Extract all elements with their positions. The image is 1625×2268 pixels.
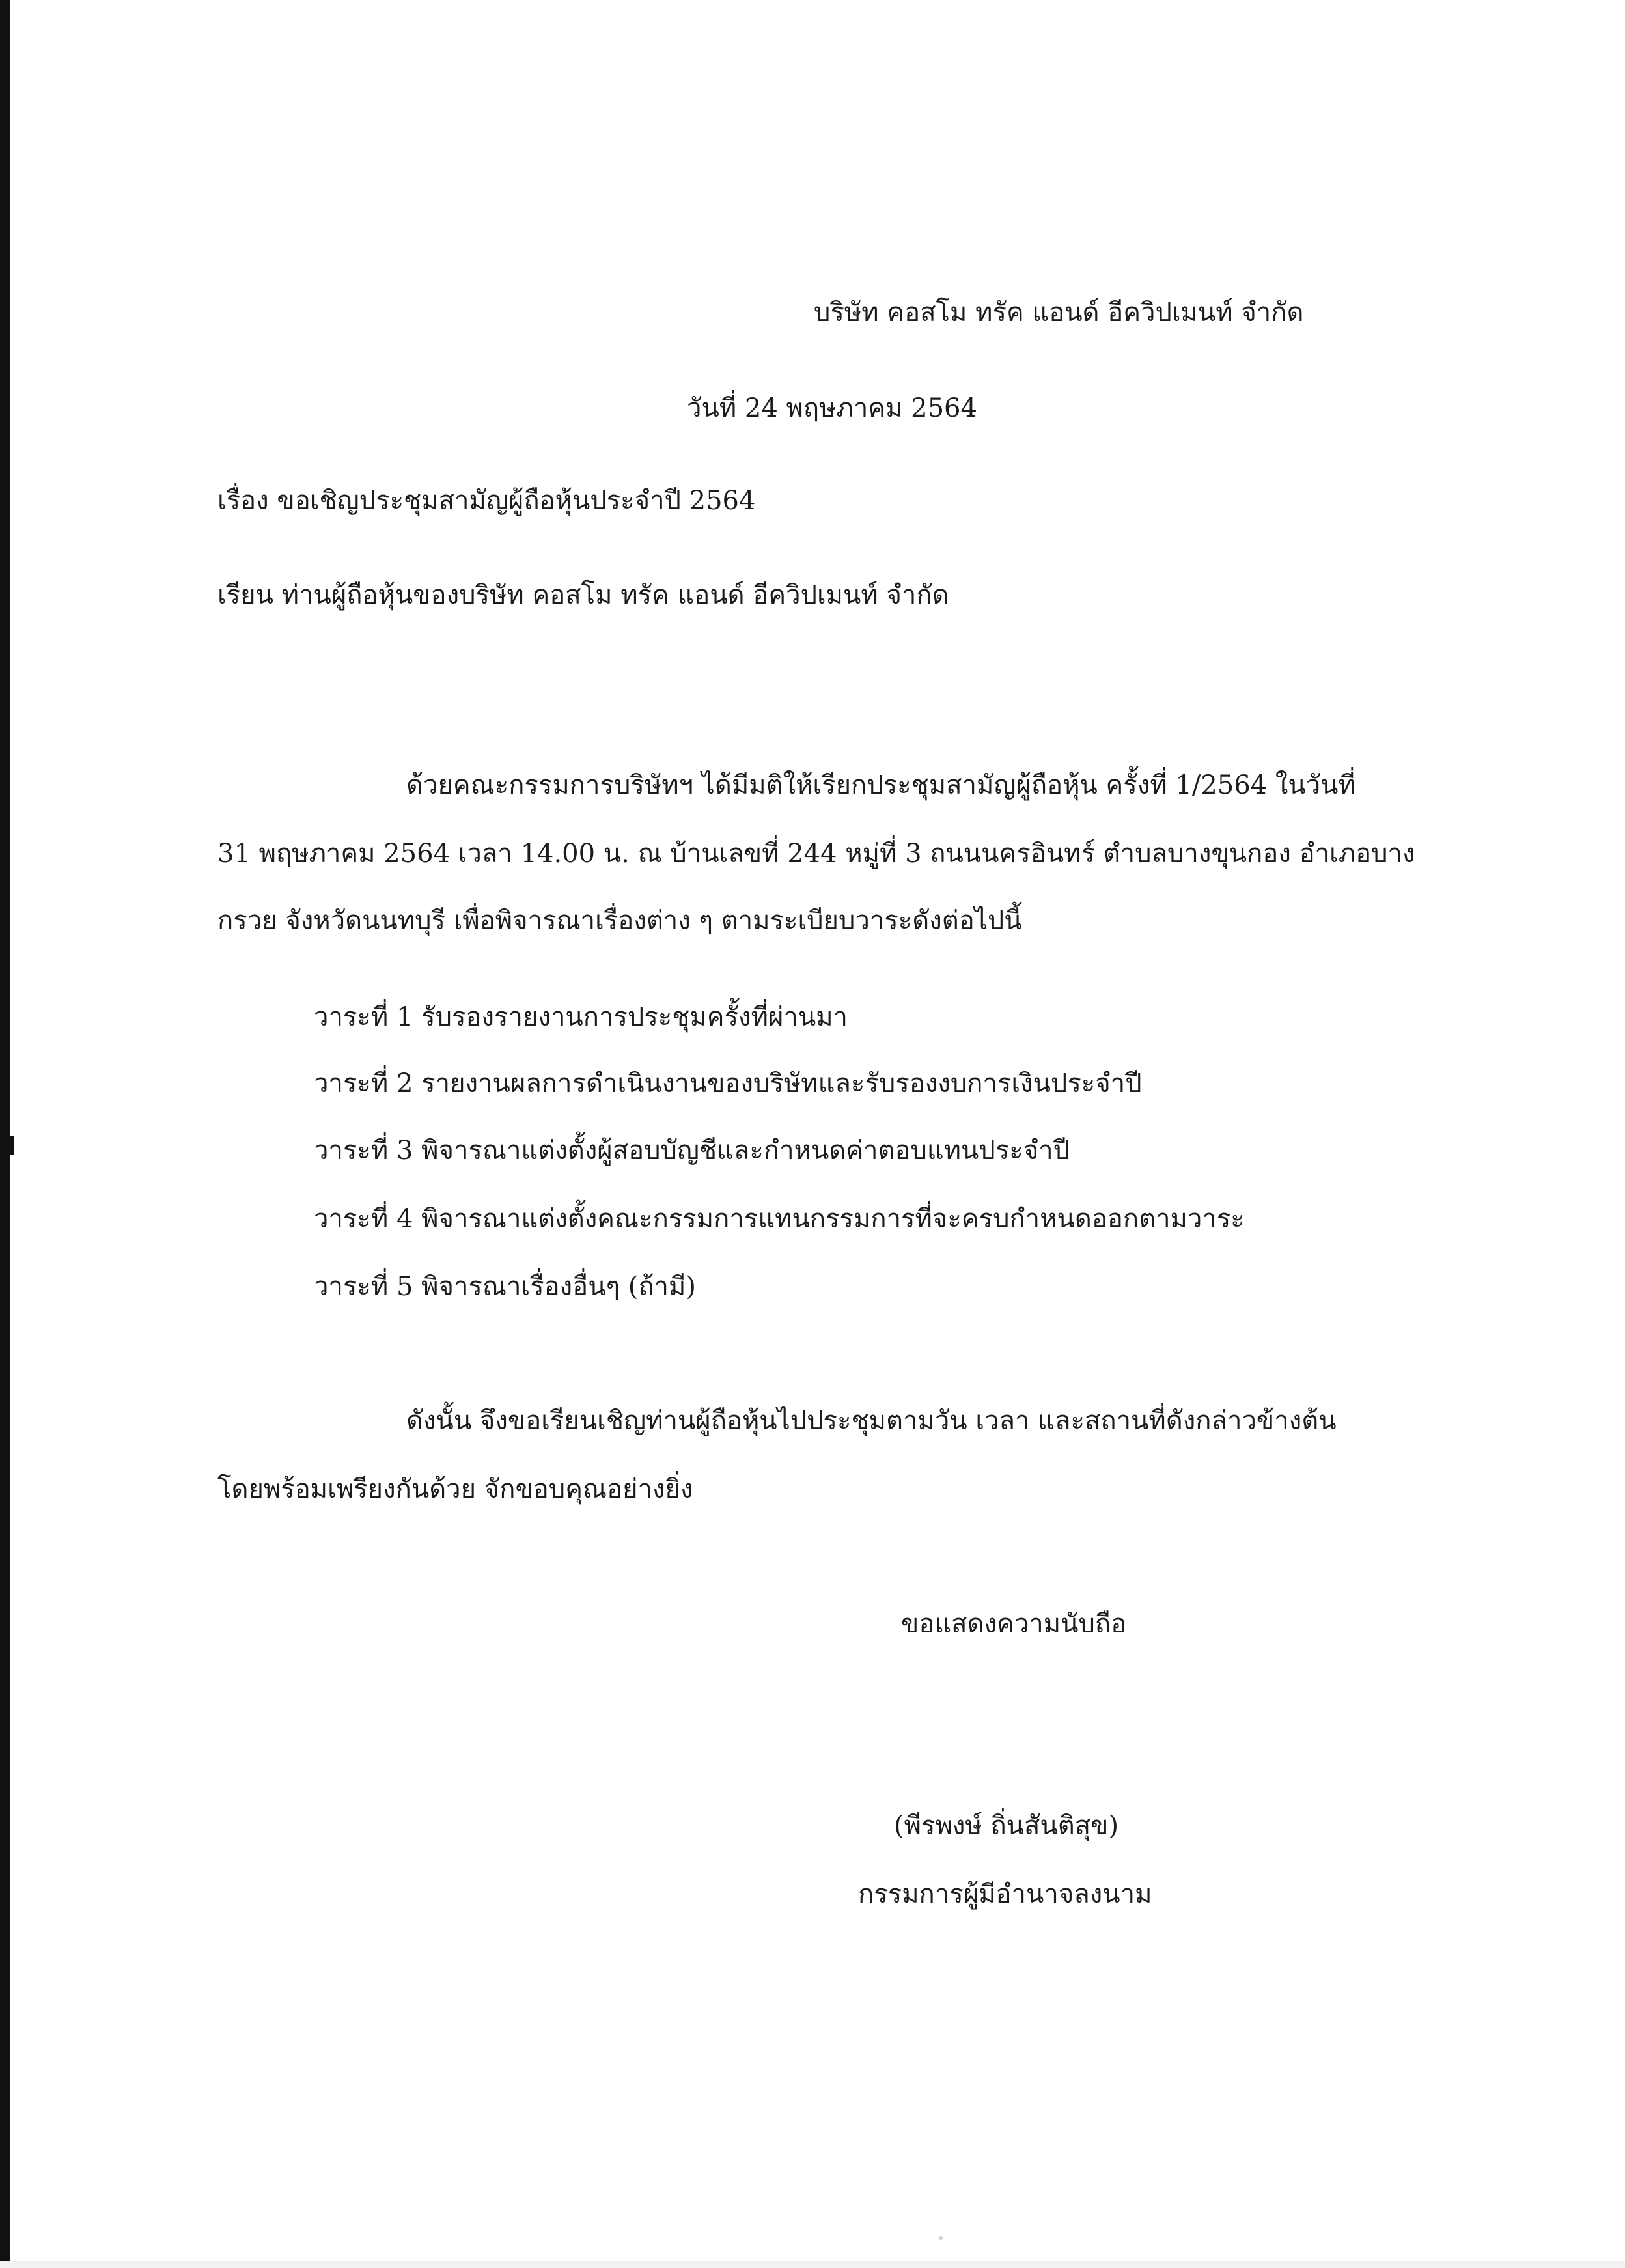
letter-subject: เรื่อง ขอเชิญประชุมสามัญผู้ถือหุ้นประจำปี 2564: [217, 486, 756, 516]
scan-mark: [0, 1136, 14, 1155]
scan-speck: [939, 2236, 943, 2240]
signatory-name: (พีรพงษ์ ถิ่นสันติสุข): [894, 1811, 1119, 1841]
agenda-item: วาระที่ 5 พิจารณาเรื่องอื่นๆ (ถ้ามี): [314, 1272, 696, 1302]
letter-recipient: เรียน ท่านผู้ถือหุ้นของบริษัท คอสโม ทรัค แอนด์ อีควิปเมนท์ จำกัด: [217, 580, 949, 610]
agenda-item: วาระที่ 4 พิจารณาแต่งตั้งคณะกรรมการแทนกรรมการที่จะครบกำหนดออกตามวาระ: [314, 1204, 1245, 1234]
body-line: ด้วยคณะกรรมการบริษัทฯ ได้มีมติให้เรียกประชุมสามัญผู้ถือหุ้น ครั้งที่ 1/2564 ในวันที่: [406, 770, 1355, 800]
company-name: บริษัท คอสโม ทรัค แอนด์ อีควิปเมนท์ จำกัด: [814, 298, 1304, 328]
body-line: 31 พฤษภาคม 2564 เวลา 14.00 น. ณ บ้านเลขที่ 244 หมู่ที่ 3 ถนนนครอินทร์ ตำบลบางขุนกอง อำเภอบาง: [217, 839, 1415, 869]
agenda-item: วาระที่ 1 รับรองรายงานการประชุมครั้งที่ผ่านมา: [314, 1002, 848, 1032]
salutation: ขอแสดงความนับถือ: [901, 1609, 1127, 1639]
closing-line: ดังนั้น จึงขอเรียนเชิญท่านผู้ถือหุ้นไปประชุมตามวัน เวลา และสถานที่ดังกล่าวข้างต้น: [406, 1406, 1337, 1436]
agenda-item: วาระที่ 3 พิจารณาแต่งตั้งผู้สอบบัญชีและกำหนดค่าตอบแทนประจำปี: [314, 1136, 1070, 1166]
signatory-title: กรรมการผู้มีอำนาจลงนาม: [858, 1879, 1152, 1909]
body-line: กรวย จังหวัดนนทบุรี เพื่อพิจารณาเรื่องต่าง ๆ ตามระเบียบวาระดังต่อไปนี้: [217, 906, 1022, 936]
agenda-item: วาระที่ 2 รายงานผลการดำเนินงานของบริษัทและรับรองงบการเงินประจำปี: [314, 1069, 1142, 1099]
closing-line: โดยพร้อมเพรียงกันด้วย จักขอบคุณอย่างยิ่ง: [217, 1474, 693, 1504]
scan-border-left: [0, 0, 10, 2268]
scan-border-bottom: [0, 2261, 1625, 2268]
letter-date: วันที่ 24 พฤษภาคม 2564: [687, 393, 977, 423]
